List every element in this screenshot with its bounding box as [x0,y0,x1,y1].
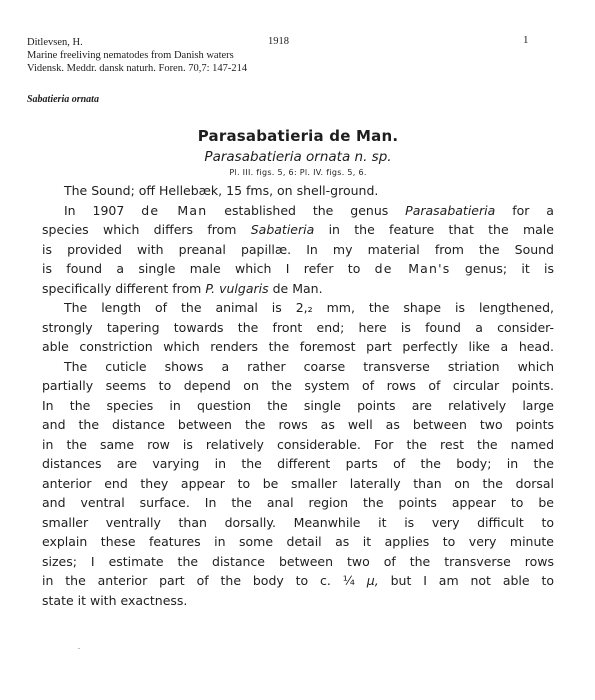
text-line: is provided with preanal papillæ. In my material from the Sound [42,241,554,257]
text-line: partially seems to depend on the system of rows of circular points. [42,378,554,393]
locality-paragraph [42,181,554,201]
text-line: in the anterior part of the body to c. ¼ μ, but I am not able to [42,573,554,588]
locality-text: The Sound; off Hellebæk, 15 fms, on shell-ground. [64,183,379,198]
figure-references: Pl. III. figs. 5, 6: Pl. IV. figs. 5, 6. [229,168,367,177]
text-line: strongly tapering towards the front end; here is found a consider- [42,319,554,335]
text-line: and ventral surface. In the anal region the points appear to be [42,495,554,510]
text-line: distances are varying in the different parts of the body; in the [42,456,554,471]
scan-speck [78,648,80,649]
text-line: specifically different from P. vulgaris de Man. [42,280,323,296]
text-line: smaller ventrally than dorsally. Meanwhile it is very difficult to [42,514,554,530]
species-title-name: Parasabatieria ornata [204,149,351,165]
text-line: The cuticle shows a rather coarse transverse striation which [64,358,554,374]
text-line: In the species in question the single points are relatively large [42,397,554,413]
citation-year: 1918 [268,36,289,47]
text-line: sizes; I estimate the distance between two of the transverse rows [42,553,554,569]
text-line: able constriction which renders the foremost part perfectly like a head. [42,339,554,354]
citation-title: Marine freeliving nematodes from Danish waters [27,50,234,61]
citation-journal: Vidensk. Meddr. dansk naturh. Foren. 70,7: 147-214 [27,63,248,74]
citation-author: Ditlevsen, H. [27,37,83,48]
article-body [42,126,554,610]
text-line: and the distance between the rows as well as between two points [42,417,554,432]
genus-title: Parasabatieria de Man. [197,127,399,145]
species-title-suffix: n. sp. [354,149,392,165]
species-title [42,149,554,166]
page-number: 1 [523,34,529,46]
text-line: explain these features in some detail as it applies to very minute [42,534,554,549]
text-line: In 1907 de Man established the genus Parasabatieria for a [64,202,554,218]
text-line: is found a single male which I refer to de Man's genus; it is [42,261,555,276]
citation-header [27,36,567,75]
text-line: anterior end they appear to be smaller laterally than on the dorsal [42,475,554,491]
text-line: in the same row is relatively considerable. For the rest the named [42,436,554,452]
paragraph-cuticle [42,357,554,611]
species-heading: Sabatieria ornata [27,94,99,105]
paragraph-body-shape [42,298,554,357]
text-line: The length of the animal is 2,₂ mm, the shape is lengthened, [64,300,554,315]
paragraph-genus-history [42,201,554,299]
text-line: state it with exactness. [42,592,188,608]
text-line: species which differs from Sabatieria in the feature that the male [42,222,554,237]
